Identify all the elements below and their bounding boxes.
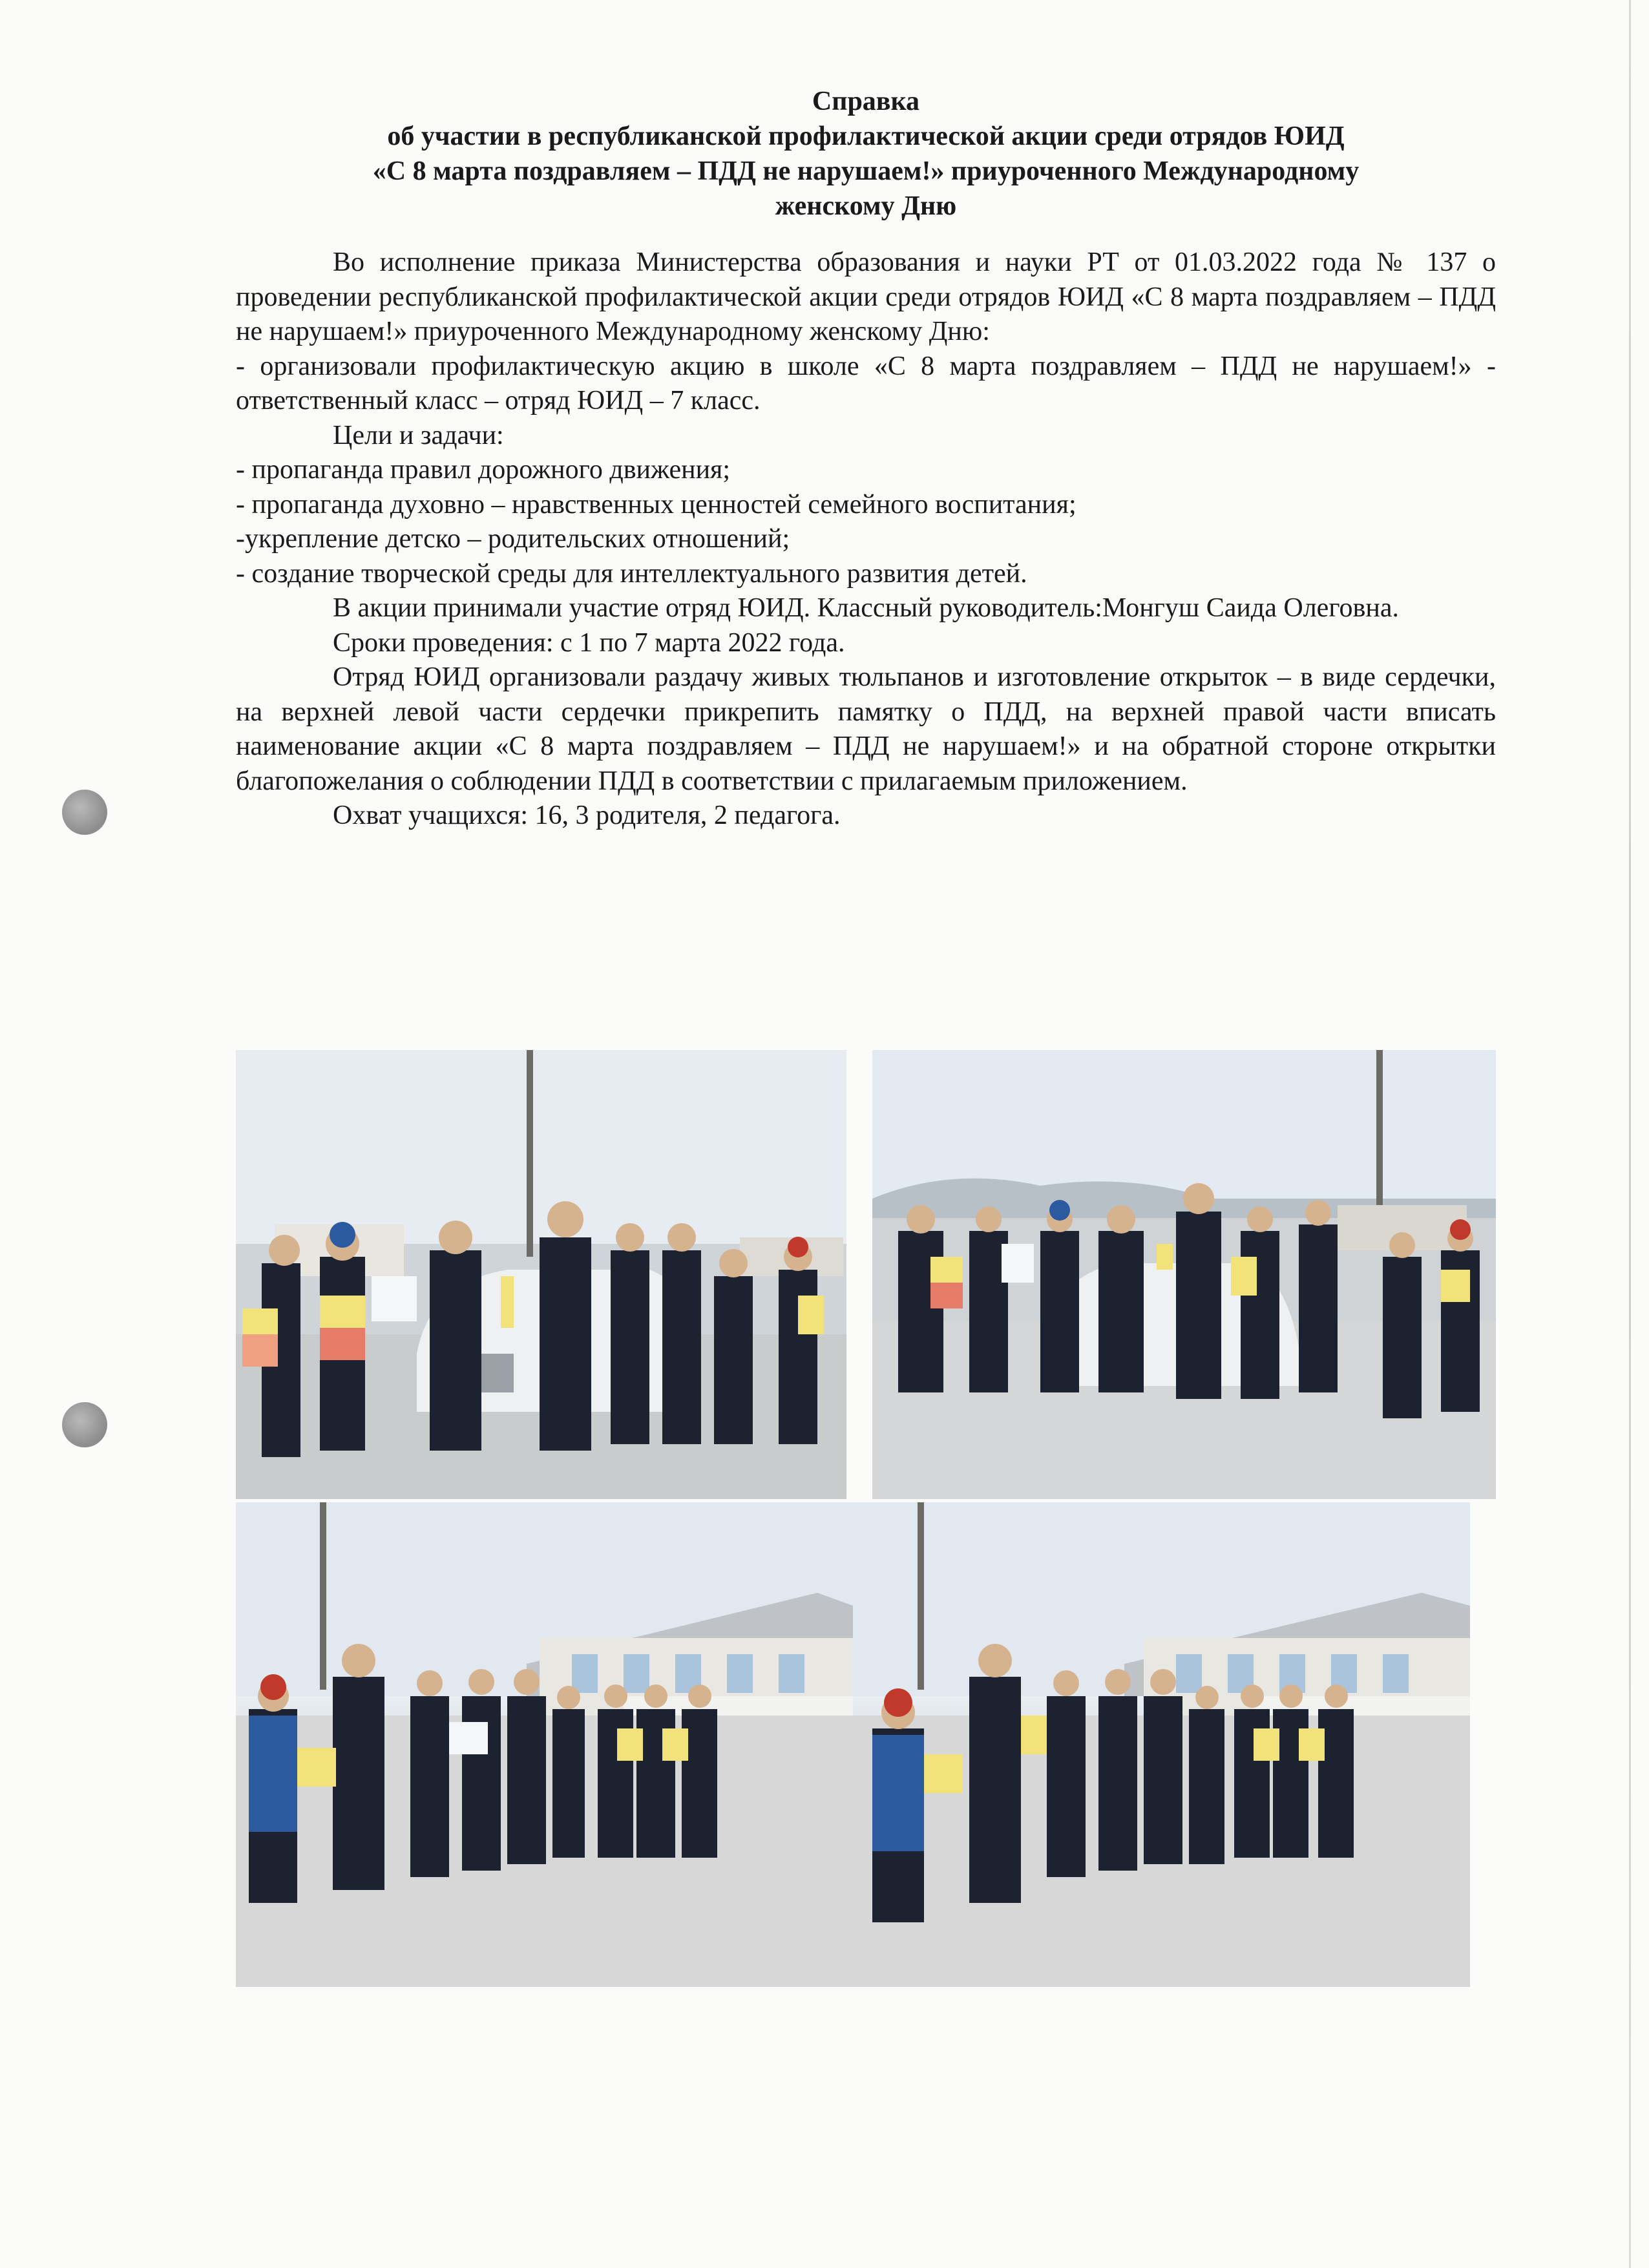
paragraph-coverage: Охват учащихся: 16, 3 родителя, 2 педагога. bbox=[333, 801, 841, 830]
title-line-1: Справка bbox=[812, 87, 920, 116]
punch-hole-bottom bbox=[62, 1402, 107, 1447]
photo-group-by-school-2 bbox=[853, 1502, 1470, 1987]
goal-item: -укрепление детско – родительских отношений; bbox=[236, 524, 790, 554]
page-edge bbox=[1629, 0, 1631, 2268]
photo-group-by-car-2 bbox=[872, 1050, 1496, 1499]
paragraph-participants: В акции принимали участие отряд ЮИД. Классный руководитель:Монгуш Саида Олеговна. bbox=[333, 593, 1399, 623]
goal-item: - пропаганда духовно – нравственных ценностей семейного воспитания; bbox=[236, 489, 1077, 520]
document-title bbox=[236, 84, 1496, 224]
paragraph-activity: Отряд ЮИД организовали раздачу живых тюльпанов и изготовление открыток – в виде сердечки, на верхней левой части сердечки прикрепить памятку о ПДД, на верхней правой части вписать наименование акции «С 8 марта поздравляем – ПДД не нарушаем!» и на обратной стороне открытки благопожелания о соблюдении ПДД в соответствии с прилагаемым приложением. bbox=[236, 662, 1496, 796]
paragraph-dates: Сроки проведения: с 1 по 7 марта 2022 года. bbox=[333, 627, 845, 658]
title-line-2: об участии в республиканской профилактической акции среди отрядов ЮИД bbox=[387, 121, 1345, 151]
title-line-3: «С 8 марта поздравляем – ПДД не нарушаем!» приуроченного Международному bbox=[372, 156, 1360, 186]
photo-group-by-car-1 bbox=[236, 1050, 846, 1499]
document-body bbox=[236, 84, 1496, 834]
photo-group-by-school-1 bbox=[236, 1502, 853, 1987]
goal-item: - пропаганда правил дорожного движения; bbox=[236, 455, 731, 485]
photo-collage bbox=[236, 1050, 1496, 1987]
paragraph-goals-heading: Цели и задачи: bbox=[333, 420, 504, 450]
paragraph-intro: Во исполнение приказа Министерства образования и науки РТ от 01.03.2022 года № 137 о проведении республиканской профилактической акции среди отрядов ЮИД «С 8 марта поздравляем – ПДД не нарушаем!» приуроченного Международному женскому Дню: bbox=[236, 247, 1496, 346]
goal-item: - создание творческой среды для интеллектуального развития детей. bbox=[236, 558, 1027, 589]
title-line-4: женскому Дню bbox=[775, 191, 957, 221]
punch-hole-top bbox=[62, 790, 107, 835]
document-text bbox=[236, 246, 1496, 834]
paragraph-organized: - организовали профилактическую акцию в школе «С 8 марта поздравляем – ПДД не нарушаем!» - ответственный класс – отряд ЮИД – 7 класс. bbox=[236, 351, 1496, 415]
